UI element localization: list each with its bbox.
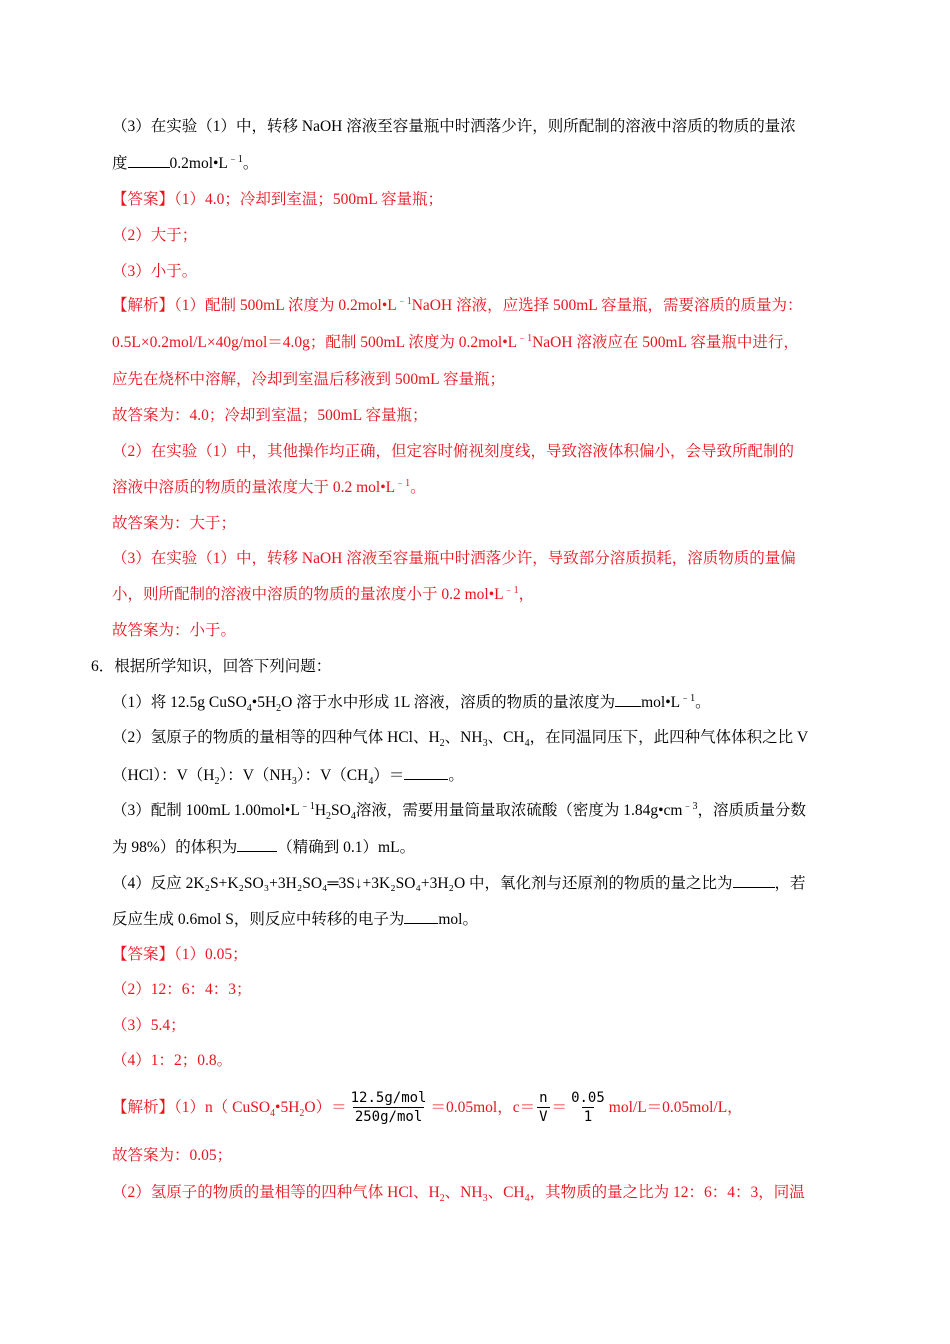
q5-analysis-line6: 溶液中溶质的物质的量浓度大于 0.2 $mol•L^{﹣1}$。 <box>112 477 426 496</box>
q5-analysis-line7: 故答案为：大于； <box>112 515 237 532</box>
q5-analysis-line9: 小，则所配制的溶液中溶质的物质的量浓度小于 0.2 $mol•L^{﹣1}$， <box>112 584 535 603</box>
q5-part3-line2: 度 $0.2mol•L^{﹣1}$。 <box>112 153 259 172</box>
q6-part2-line2: （HCl）：$V(H_2)$：$V(NH_3)$：$V(CH_4)=$ 。 <box>112 767 464 788</box>
q5-analysis-line2: 0.5L×0.2mol/L×40g/mol＝4.0g；配制 500mL 浓度为 $0.2mol•L^{﹣1}NaOH$ 溶液应在 500mL 容量瓶中进行， <box>112 332 799 351</box>
q5-analysis-line4: 故答案为：4.0；冷却到室温；500mL 容量瓶； <box>112 407 428 424</box>
q5-analysis-line3: 应先在烧杯中溶解，冷却到室温后移液到 500mL 容量瓶； <box>112 371 505 388</box>
answer-tag: 【答案】 <box>112 191 175 208</box>
analysis-tag: 【解析】 <box>112 297 175 314</box>
fraction-mass-over-molar-mass: $\frac{\text{12.5g/mol}}{\text{250g/mol}}$ <box>350 1089 427 1125</box>
q5-answer-line3: （3）小于。 <box>112 263 198 280</box>
q6-part3-line2: 为 98%）的体积为 （精确到 0.1）mL。 <box>112 839 416 856</box>
q5-answer-line2: （2）大于； <box>112 227 198 244</box>
q6-part4-line2: 反应生成 0.6mol S，则反应中转移的电子为 mol。 <box>112 911 478 928</box>
answer-blank <box>128 153 170 168</box>
q6-part1: （1）将 12.5g $CuSO_4•5H_2O$ 溶于水中形成 1L 溶液，溶质的物质的量浓度为 $mol•L^{﹣1}$。 <box>112 692 711 715</box>
fraction-n-over-v: $\frac{n}{V}$ <box>539 1089 548 1125</box>
answer-blank <box>733 873 775 888</box>
q5-answer-line1: 【答案】（1）4.0；冷却到室温；500mL 容量瓶； <box>112 191 443 208</box>
q6-analysis-formula: 【解析】（1）n（ $CuSO_4•5H_2O)=$ $\frac{\text{12.5g/mol}}{\text{250g/mol}}$ ＝0.05mol，c＝ $\frac{n}{V}$ ＝ $\frac{0.05}{1}$ mol/L＝0.05mol/L， <box>112 1089 743 1125</box>
q6-answer-line1: 【答案】（1）0.05； <box>112 946 248 963</box>
q5-analysis-line5: （2）在实验（1）中，其他操作均正确，但定容时俯视刻度线，导致溶液体积偏小，会导致所配制的 <box>112 443 795 460</box>
q6-answer-line4: （4）1：2；0.8。 <box>112 1052 233 1069</box>
q6-analysis-line3: （2）氢原子的物质的量相等的四种气体 HCl、$H_2$、$NH_3$、$CH_4$，其物质的量之比为 12：6：4：3，同温 <box>112 1184 805 1205</box>
q6-analysis-line2: 故答案为：0.05； <box>112 1147 233 1164</box>
q6-part3-line1: （3）配制 100mL $1.00mol•L^{﹣1}H_2SO_4$溶液，需要用量筒量取浓硫酸（密度为 $1.84g•cm^{﹣3}$，溶质质量分数 <box>112 800 807 823</box>
answer-blank <box>237 837 277 852</box>
answer-blank <box>404 909 438 924</box>
q5-analysis-line1: 【解析】（1）配制 500mL 浓度为 $0.2mol•L^{﹣1}NaOH$ 溶液，应选择 500mL 容量瓶，需要溶质的质量为： <box>112 295 803 314</box>
q5-part3-line1: （3）在实验（1）中，转移 NaOH 溶液至容量瓶中时洒落少许，则所配制的溶液中溶质的物质的量浓 <box>112 118 796 135</box>
q6-answer-line3: （3）5.4； <box>112 1017 186 1034</box>
q5-analysis-line10: 故答案为：小于。 <box>112 622 237 639</box>
fraction-value: $\frac{0.05}{1}$ <box>571 1089 605 1125</box>
answer-tag: 【答案】 <box>112 946 175 963</box>
q5-analysis-line8: （3）在实验（1）中，转移 NaOH 溶液至容量瓶中时洒落少许，导致部分溶质损耗，溶质物质的量偏 <box>112 550 796 567</box>
q6-answer-line2: （2）12：6：4：3； <box>112 981 252 998</box>
q6-title: 6．根据所学知识，回答下列问题： <box>91 658 332 675</box>
answer-blank <box>615 692 641 707</box>
analysis-tag: 【解析】 <box>112 1099 175 1116</box>
answer-blank <box>404 765 448 780</box>
q6-part4-line1: （4）反应 2K₂S+K₂SO₃+3H₂SO₄═3S↓+3K₂SO₄+3H₂O 中，氧化剂与还原剂的物质的量之比为 ，若 <box>112 875 806 892</box>
q6-part2-line1: （2）氢原子的物质的量相等的四种气体 HCl、$H_2$、$NH_3$、$CH_4$，在同温同压下，此四种气体体积之比 V <box>112 729 809 750</box>
